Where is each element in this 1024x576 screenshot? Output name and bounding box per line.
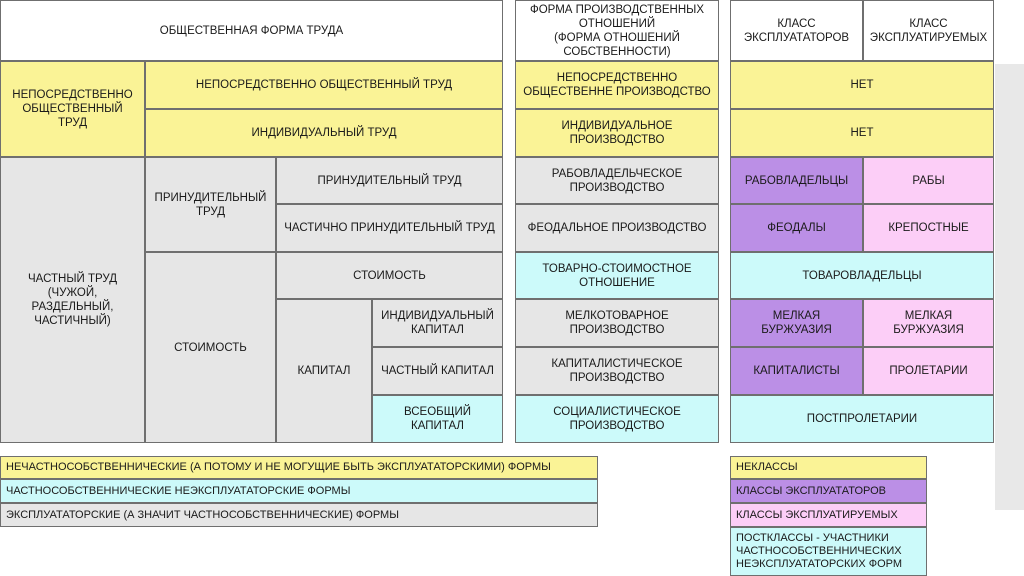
cell-commodity-owners: ТОВАРОВЛАДЕЛЬЦЫ bbox=[730, 252, 994, 299]
cell-no-class-2: НЕТ bbox=[730, 109, 994, 157]
cell-universal-capital: ВСЕОБЩИЙ КАПИТАЛ bbox=[372, 395, 503, 443]
legend-exploited-classes: КЛАССЫ ЭКСПЛУАТИРУЕМЫХ bbox=[730, 503, 927, 527]
cell-petty-bourgeoisie-exploiters: МЕЛКАЯ БУРЖУАЗИЯ bbox=[730, 299, 863, 347]
header-labor-form: ОБЩЕСТВЕННАЯ ФОРМА ТРУДА bbox=[0, 0, 503, 61]
header-exploiters-class: КЛАСС ЭКСПЛУАТАТОРОВ bbox=[730, 0, 863, 61]
cell-feudal-production: ФЕОДАЛЬНОЕ ПРОИЗВОДСТВО bbox=[515, 204, 719, 252]
legend-private-nonexploitative-forms: ЧАСТНОСОБСТВЕННИЧЕСКИЕ НЕЭКСПЛУАТАТОРСКИЕ ФОРМЫ bbox=[0, 479, 598, 503]
cell-direct-social-labor-group: НЕПОСРЕДСТВЕННО ОБЩЕСТВЕННЫЙ ТРУД bbox=[0, 61, 145, 157]
cell-individual-production: ИНДИВИДУАЛЬНОЕ ПРОИЗВОДСТВО bbox=[515, 109, 719, 157]
cell-serfs: КРЕПОСТНЫЕ bbox=[863, 204, 994, 252]
legend-nonclasses: НЕКЛАССЫ bbox=[730, 456, 927, 479]
cell-slave-production: РАБОВЛАДЕЛЬЧЕСКОЕ ПРОИЗВОДСТВО bbox=[515, 157, 719, 204]
cell-capitalist-production: КАПИТАЛИСТИЧЕСКОЕ ПРОИЗВОДСТВО bbox=[515, 347, 719, 395]
legend-postclasses: ПОСТКЛАССЫ - УЧАСТНИКИ ЧАСТНОСОБСТВЕННИЧЕСКИХ НЕЭКСПЛУАТАТОРСКИХ ФОРМ bbox=[730, 527, 927, 576]
cell-postproletarians: ПОСТПРОЛЕТАРИИ bbox=[730, 395, 994, 443]
cell-small-commodity-production: МЕЛКОТОВАРНОЕ ПРОИЗВОДСТВО bbox=[515, 299, 719, 347]
cell-direct-social-labor: НЕПОСРЕДСТВЕННО ОБЩЕСТВЕННЫЙ ТРУД bbox=[145, 61, 503, 109]
cell-value-group: СТОИМОСТЬ bbox=[145, 252, 276, 443]
cell-forced-labor-group: ПРИНУДИТЕЛЬНЫЙ ТРУД bbox=[145, 157, 276, 252]
cell-slave-owners: РАБОВЛАДЕЛЬЦЫ bbox=[730, 157, 863, 204]
side-panel bbox=[995, 64, 1024, 510]
cell-forced-labor: ПРИНУДИТЕЛЬНЫЙ ТРУД bbox=[276, 157, 503, 204]
cell-petty-bourgeoisie-exploited: МЕЛКАЯ БУРЖУАЗИЯ bbox=[863, 299, 994, 347]
header-exploited-class: КЛАСС ЭКСПЛУАТИРУЕМЫХ bbox=[863, 0, 994, 61]
legend-exploiter-classes: КЛАССЫ ЭКСПЛУАТАТОРОВ bbox=[730, 479, 927, 503]
cell-slaves: РАБЫ bbox=[863, 157, 994, 204]
cell-individual-capital: ИНДИВИДУАЛЬНЫЙ КАПИТАЛ bbox=[372, 299, 503, 347]
cell-private-capital: ЧАСТНЫЙ КАПИТАЛ bbox=[372, 347, 503, 395]
legend-exploitative-forms: ЭКСПЛУАТАТОРСКИЕ (А ЗНАЧИТ ЧАСТНОСОБСТВЕННИЧЕСКИЕ) ФОРМЫ bbox=[0, 503, 598, 527]
legend-nonprivate-forms: НЕЧАСТНОСОБСТВЕННИЧЕСКИЕ (А ПОТОМУ И НЕ МОГУЩИЕ БЫТЬ ЭКСПЛУАТАТОРСКИМИ) ФОРМЫ bbox=[0, 456, 598, 479]
cell-private-labor: ЧАСТНЫЙ ТРУД (ЧУЖОЙ, РАЗДЕЛЬНЫЙ, ЧАСТИЧНЫЙ) bbox=[0, 157, 145, 443]
cell-capital: КАПИТАЛ bbox=[276, 299, 372, 443]
cell-proletarians: ПРОЛЕТАРИИ bbox=[863, 347, 994, 395]
cell-direct-social-production: НЕПОСРЕДСТВЕННО ОБЩЕСТВЕННЕ ПРОИЗВОДСТВО bbox=[515, 61, 719, 109]
cell-capitalists: КАПИТАЛИСТЫ bbox=[730, 347, 863, 395]
cell-partially-forced-labor: ЧАСТИЧНО ПРИНУДИТЕЛЬНЫЙ ТРУД bbox=[276, 204, 503, 252]
cell-commodity-relation: ТОВАРНО-СТОИМОСТНОЕ ОТНОШЕНИЕ bbox=[515, 252, 719, 299]
cell-no-class-1: НЕТ bbox=[730, 61, 994, 109]
cell-socialist-production: СОЦИАЛИСТИЧЕСКОЕ ПРОИЗВОДСТВО bbox=[515, 395, 719, 443]
cell-value: СТОИМОСТЬ bbox=[276, 252, 503, 299]
header-production-form: ФОРМА ПРОИЗВОДСТВЕННЫХ ОТНОШЕНИЙ (ФОРМА ОТНОШЕНИЙ СОБСТВЕННОСТИ) bbox=[515, 0, 719, 61]
cell-individual-labor: ИНДИВИДУАЛЬНЫЙ ТРУД bbox=[145, 109, 503, 157]
cell-feudals: ФЕОДАЛЫ bbox=[730, 204, 863, 252]
